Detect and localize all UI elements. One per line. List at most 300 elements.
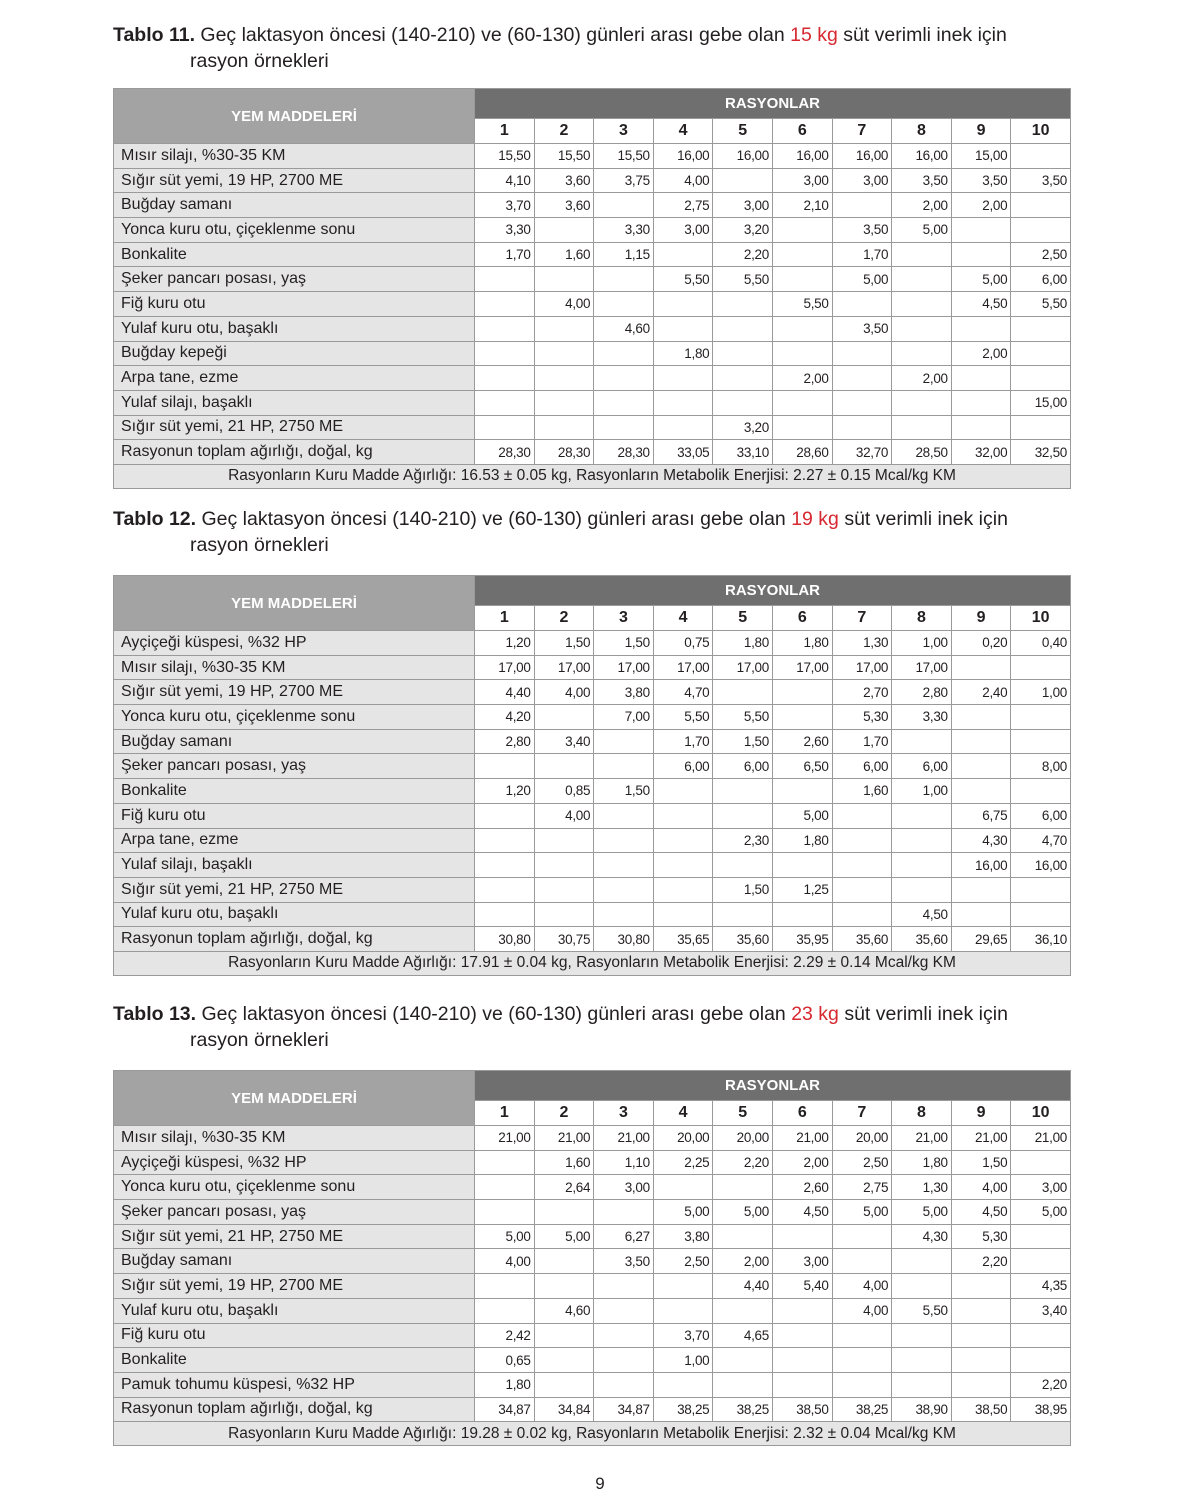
feed-name: Sığır süt yemi, 21 HP, 2750 ME <box>114 415 475 440</box>
feed-name: Rasyonun toplam ağırlığı, doğal, kg <box>114 927 475 952</box>
value-cell <box>475 292 535 317</box>
value-cell: 15,50 <box>534 144 594 169</box>
value-cell <box>1011 144 1071 169</box>
value-cell: 20,00 <box>832 1126 892 1151</box>
value-cell: 17,00 <box>832 655 892 680</box>
caption-text: Geç laktasyon öncesi (140-210) ve (60-130) günleri arası gebe olan <box>201 1003 786 1025</box>
value-cell: 2,70 <box>832 680 892 705</box>
feed-name: Yulaf kuru otu, başaklı <box>114 316 475 341</box>
value-cell <box>832 1372 892 1397</box>
table-row <box>114 144 1071 169</box>
value-cell: 5,40 <box>772 1274 832 1299</box>
value-cell <box>594 366 654 391</box>
value-cell: 4,65 <box>713 1323 773 1348</box>
value-cell: 32,50 <box>1011 440 1071 465</box>
value-cell: 3,20 <box>713 415 773 440</box>
value-cell <box>1011 218 1071 243</box>
value-cell: 2,00 <box>951 341 1011 366</box>
value-cell: 4,60 <box>534 1298 594 1323</box>
value-cell: 4,20 <box>475 705 535 730</box>
value-cell <box>653 366 713 391</box>
feed-header: YEM MADDELERİ <box>114 89 475 144</box>
feed-name: Mısır silajı, %30-35 KM <box>114 655 475 680</box>
value-cell: 34,87 <box>475 1397 535 1422</box>
value-cell <box>475 853 535 878</box>
value-cell: 5,00 <box>832 267 892 292</box>
table-row <box>114 631 1071 656</box>
value-cell <box>594 1200 654 1225</box>
feed-name: Ayçiçeği küspesi, %32 HP <box>114 1150 475 1175</box>
value-cell: 2,80 <box>892 680 952 705</box>
table-row <box>114 902 1071 927</box>
ration-number: 8 <box>892 119 952 144</box>
value-cell: 21,00 <box>475 1126 535 1151</box>
value-cell: 2,00 <box>892 193 952 218</box>
table-row <box>114 1200 1071 1225</box>
value-cell <box>534 902 594 927</box>
value-cell: 3,50 <box>951 168 1011 193</box>
value-cell <box>832 390 892 415</box>
value-cell <box>653 1298 713 1323</box>
value-cell: 2,75 <box>832 1175 892 1200</box>
value-cell <box>951 1372 1011 1397</box>
value-cell: 38,90 <box>892 1397 952 1422</box>
value-cell: 4,50 <box>951 1200 1011 1225</box>
value-cell <box>713 1372 773 1397</box>
value-cell: 33,05 <box>653 440 713 465</box>
value-cell: 4,30 <box>951 828 1011 853</box>
feed-name: Bonkalite <box>114 242 475 267</box>
value-cell <box>892 316 952 341</box>
value-cell <box>951 877 1011 902</box>
value-cell: 1,25 <box>772 877 832 902</box>
value-cell: 4,00 <box>475 1249 535 1274</box>
ration-number: 4 <box>653 606 713 631</box>
value-cell: 4,00 <box>832 1274 892 1299</box>
value-cell: 1,80 <box>772 631 832 656</box>
value-cell: 15,50 <box>475 144 535 169</box>
table-row <box>114 729 1071 754</box>
value-cell: 17,00 <box>534 655 594 680</box>
value-cell <box>951 316 1011 341</box>
feed-name: Sığır süt yemi, 19 HP, 2700 ME <box>114 1274 475 1299</box>
feed-name: Ayçiçeği küspesi, %32 HP <box>114 631 475 656</box>
value-cell: 1,50 <box>594 779 654 804</box>
value-cell <box>713 1298 773 1323</box>
value-cell: 1,50 <box>594 631 654 656</box>
value-cell <box>713 1224 773 1249</box>
value-cell <box>772 853 832 878</box>
value-cell <box>534 828 594 853</box>
value-cell <box>594 853 654 878</box>
table-row <box>114 341 1071 366</box>
table-row <box>114 193 1071 218</box>
value-cell: 3,75 <box>594 168 654 193</box>
value-cell: 2,00 <box>892 366 952 391</box>
value-cell: 1,15 <box>594 242 654 267</box>
ration-number: 6 <box>772 606 832 631</box>
value-cell: 2,50 <box>653 1249 713 1274</box>
table-row <box>114 1323 1071 1348</box>
value-cell: 4,70 <box>1011 828 1071 853</box>
table-caption <box>113 506 1071 558</box>
value-cell: 1,70 <box>832 242 892 267</box>
table-row <box>114 877 1071 902</box>
value-cell: 1,00 <box>892 779 952 804</box>
value-cell: 2,64 <box>534 1175 594 1200</box>
value-cell: 2,75 <box>653 193 713 218</box>
value-cell <box>892 341 952 366</box>
value-cell: 1,30 <box>832 631 892 656</box>
value-cell <box>475 828 535 853</box>
value-cell: 3,20 <box>713 218 773 243</box>
feed-name: Buğday samanı <box>114 729 475 754</box>
value-cell <box>594 902 654 927</box>
table-row <box>114 168 1071 193</box>
value-cell <box>892 1274 952 1299</box>
value-cell <box>1011 1348 1071 1373</box>
value-cell <box>832 341 892 366</box>
value-cell <box>534 705 594 730</box>
value-cell <box>772 779 832 804</box>
ration-number: 2 <box>534 1101 594 1126</box>
value-cell <box>772 341 832 366</box>
table-row <box>114 1348 1071 1373</box>
value-cell: 28,60 <box>772 440 832 465</box>
table-row <box>114 267 1071 292</box>
value-cell <box>534 1274 594 1299</box>
table-row <box>114 1126 1071 1151</box>
value-cell <box>832 877 892 902</box>
value-cell: 35,60 <box>892 927 952 952</box>
table-row <box>114 853 1071 878</box>
value-cell <box>594 1348 654 1373</box>
caption-line2: rasyon örnekleri <box>190 534 329 556</box>
value-cell <box>951 390 1011 415</box>
value-cell: 15,00 <box>951 144 1011 169</box>
value-cell: 17,00 <box>772 655 832 680</box>
feed-name: Arpa tane, ezme <box>114 828 475 853</box>
value-cell: 1,00 <box>892 631 952 656</box>
value-cell <box>534 1348 594 1373</box>
value-cell <box>534 316 594 341</box>
table-row <box>114 292 1071 317</box>
value-cell: 16,00 <box>713 144 773 169</box>
ration-number: 7 <box>832 119 892 144</box>
value-cell <box>1011 1224 1071 1249</box>
value-cell <box>892 1249 952 1274</box>
value-cell <box>475 877 535 902</box>
value-cell <box>772 390 832 415</box>
value-cell: 30,80 <box>594 927 654 952</box>
value-cell <box>832 1249 892 1274</box>
value-cell: 6,00 <box>713 754 773 779</box>
value-cell <box>772 1323 832 1348</box>
value-cell <box>713 366 773 391</box>
value-cell <box>772 1298 832 1323</box>
value-cell <box>475 415 535 440</box>
value-cell: 2,30 <box>713 828 773 853</box>
value-cell: 2,60 <box>772 729 832 754</box>
feed-name: Yonca kuru otu, çiçeklenme sonu <box>114 705 475 730</box>
value-cell <box>594 390 654 415</box>
value-cell: 4,10 <box>475 168 535 193</box>
rations-header: RASYONLAR <box>475 89 1071 119</box>
feed-name: Rasyonun toplam ağırlığı, doğal, kg <box>114 440 475 465</box>
table-footer-row <box>114 1422 1071 1446</box>
ration-number: 3 <box>594 606 654 631</box>
ration-number: 8 <box>892 606 952 631</box>
value-cell: 1,10 <box>594 1150 654 1175</box>
value-cell: 4,00 <box>832 1298 892 1323</box>
table-row <box>114 1372 1071 1397</box>
value-cell: 2,00 <box>951 193 1011 218</box>
value-cell <box>951 729 1011 754</box>
value-cell <box>534 1200 594 1225</box>
value-cell: 3,40 <box>534 729 594 754</box>
value-cell <box>594 341 654 366</box>
caption-highlight: 19 kg <box>791 508 839 530</box>
value-cell: 21,00 <box>594 1126 654 1151</box>
value-cell <box>475 902 535 927</box>
value-cell <box>892 242 952 267</box>
value-cell <box>832 902 892 927</box>
page-number: 9 <box>595 1474 605 1493</box>
ration-number: 1 <box>475 1101 535 1126</box>
ration-number: 5 <box>713 606 773 631</box>
value-cell <box>1011 415 1071 440</box>
ration-number: 2 <box>534 606 594 631</box>
value-cell: 2,42 <box>475 1323 535 1348</box>
value-cell: 4,50 <box>772 1200 832 1225</box>
value-cell <box>534 1372 594 1397</box>
value-cell <box>594 1274 654 1299</box>
value-cell: 2,50 <box>1011 242 1071 267</box>
value-cell: 1,70 <box>475 242 535 267</box>
ration-number: 1 <box>475 119 535 144</box>
table-row <box>114 415 1071 440</box>
value-cell: 0,65 <box>475 1348 535 1373</box>
value-cell: 2,10 <box>772 193 832 218</box>
value-cell <box>892 877 952 902</box>
feed-name: Rasyonun toplam ağırlığı, doğal, kg <box>114 1397 475 1422</box>
value-cell: 4,00 <box>534 292 594 317</box>
value-cell: 3,00 <box>1011 1175 1071 1200</box>
value-cell: 3,70 <box>653 1323 713 1348</box>
value-cell: 5,00 <box>713 1200 773 1225</box>
value-cell: 3,50 <box>1011 168 1071 193</box>
value-cell: 3,30 <box>475 218 535 243</box>
value-cell: 16,00 <box>772 144 832 169</box>
value-cell <box>892 1372 952 1397</box>
value-cell <box>534 415 594 440</box>
value-cell: 36,10 <box>1011 927 1071 952</box>
value-cell <box>832 415 892 440</box>
value-cell: 6,00 <box>1011 267 1071 292</box>
value-cell: 2,40 <box>951 680 1011 705</box>
ration-number: 3 <box>594 119 654 144</box>
value-cell: 1,00 <box>653 1348 713 1373</box>
value-cell: 35,65 <box>653 927 713 952</box>
value-cell: 2,00 <box>772 366 832 391</box>
value-cell: 4,00 <box>534 680 594 705</box>
value-cell: 28,30 <box>534 440 594 465</box>
value-cell: 30,75 <box>534 927 594 952</box>
ration-number: 10 <box>1011 119 1071 144</box>
value-cell <box>772 1224 832 1249</box>
value-cell: 1,70 <box>653 729 713 754</box>
value-cell: 3,00 <box>594 1175 654 1200</box>
value-cell: 6,27 <box>594 1224 654 1249</box>
caption-text: süt verimli inek için <box>843 24 1007 46</box>
value-cell <box>653 1175 713 1200</box>
table-row <box>114 1150 1071 1175</box>
value-cell: 28,30 <box>475 440 535 465</box>
value-cell: 1,70 <box>832 729 892 754</box>
value-cell: 5,50 <box>713 267 773 292</box>
value-cell: 5,00 <box>653 1200 713 1225</box>
value-cell: 35,95 <box>772 927 832 952</box>
value-cell: 6,00 <box>832 754 892 779</box>
value-cell <box>653 242 713 267</box>
value-cell: 16,00 <box>832 144 892 169</box>
table-label: Tablo 12. <box>113 508 197 530</box>
table-row <box>114 1224 1071 1249</box>
value-cell: 1,80 <box>772 828 832 853</box>
value-cell <box>832 1323 892 1348</box>
value-cell: 4,60 <box>594 316 654 341</box>
value-cell: 3,00 <box>772 168 832 193</box>
value-cell: 34,84 <box>534 1397 594 1422</box>
value-cell <box>892 390 952 415</box>
value-cell <box>713 680 773 705</box>
value-cell <box>832 1224 892 1249</box>
value-cell: 16,00 <box>951 853 1011 878</box>
feed-name: Sığır süt yemi, 19 HP, 2700 ME <box>114 680 475 705</box>
ration-table <box>113 88 1071 489</box>
value-cell: 3,50 <box>594 1249 654 1274</box>
value-cell <box>772 902 832 927</box>
value-cell <box>951 415 1011 440</box>
value-cell <box>475 1175 535 1200</box>
caption-text: süt verimli inek için <box>844 508 1008 530</box>
value-cell <box>534 853 594 878</box>
value-cell <box>1011 193 1071 218</box>
value-cell: 5,00 <box>772 803 832 828</box>
value-cell <box>594 877 654 902</box>
table-caption <box>113 22 1071 74</box>
value-cell: 1,80 <box>892 1150 952 1175</box>
value-cell <box>534 754 594 779</box>
value-cell <box>832 366 892 391</box>
value-cell <box>951 1274 1011 1299</box>
value-cell: 4,30 <box>892 1224 952 1249</box>
feed-header: YEM MADDELERİ <box>114 1071 475 1126</box>
caption-line2: rasyon örnekleri <box>190 50 329 72</box>
value-cell <box>713 292 773 317</box>
value-cell: 21,00 <box>1011 1126 1071 1151</box>
ration-table <box>113 575 1071 976</box>
feed-name: Yulaf silajı, başaklı <box>114 390 475 415</box>
value-cell <box>772 316 832 341</box>
table-row <box>114 242 1071 267</box>
value-cell: 5,50 <box>653 705 713 730</box>
value-cell: 3,50 <box>832 316 892 341</box>
ration-number: 7 <box>832 606 892 631</box>
value-cell: 17,00 <box>892 655 952 680</box>
value-cell <box>653 877 713 902</box>
value-cell: 4,00 <box>534 803 594 828</box>
feed-name: Buğday kepeği <box>114 341 475 366</box>
feed-name: Şeker pancarı posası, yaş <box>114 267 475 292</box>
value-cell: 17,00 <box>653 655 713 680</box>
value-cell: 21,00 <box>534 1126 594 1151</box>
ration-number: 4 <box>653 1101 713 1126</box>
value-cell <box>653 292 713 317</box>
value-cell <box>892 292 952 317</box>
feed-name: Sığır süt yemi, 19 HP, 2700 ME <box>114 168 475 193</box>
value-cell: 0,40 <box>1011 631 1071 656</box>
ration-number: 6 <box>772 119 832 144</box>
value-cell: 5,00 <box>832 1200 892 1225</box>
value-cell <box>892 1323 952 1348</box>
table-row <box>114 828 1071 853</box>
value-cell: 35,60 <box>832 927 892 952</box>
value-cell: 3,00 <box>772 1249 832 1274</box>
table-caption <box>113 1001 1071 1053</box>
table-footer-row <box>114 464 1071 488</box>
value-cell: 5,00 <box>475 1224 535 1249</box>
feed-name: Yonca kuru otu, çiçeklenme sonu <box>114 1175 475 1200</box>
value-cell <box>534 341 594 366</box>
ration-number: 1 <box>475 606 535 631</box>
value-cell: 3,80 <box>594 680 654 705</box>
value-cell: 2,20 <box>951 1249 1011 1274</box>
feed-name: Mısır silajı, %30-35 KM <box>114 144 475 169</box>
value-cell: 1,50 <box>534 631 594 656</box>
ration-number: 4 <box>653 119 713 144</box>
table-row <box>114 680 1071 705</box>
value-cell <box>832 853 892 878</box>
ration-number: 3 <box>594 1101 654 1126</box>
value-cell: 1,80 <box>653 341 713 366</box>
table-row <box>114 779 1071 804</box>
value-cell <box>653 390 713 415</box>
value-cell: 5,00 <box>1011 1200 1071 1225</box>
feed-header: YEM MADDELERİ <box>114 576 475 631</box>
value-cell: 0,85 <box>534 779 594 804</box>
value-cell: 1,80 <box>475 1372 535 1397</box>
value-cell <box>1011 655 1071 680</box>
value-cell <box>534 267 594 292</box>
value-cell <box>1011 1249 1071 1274</box>
value-cell <box>951 242 1011 267</box>
table-row <box>114 316 1071 341</box>
feed-name: Buğday samanı <box>114 1249 475 1274</box>
value-cell <box>475 803 535 828</box>
table-label: Tablo 11. <box>113 24 195 46</box>
value-cell: 5,00 <box>951 267 1011 292</box>
value-cell <box>951 1323 1011 1348</box>
value-cell <box>475 390 535 415</box>
ration-number: 10 <box>1011 606 1071 631</box>
value-cell: 0,20 <box>951 631 1011 656</box>
value-cell: 3,30 <box>594 218 654 243</box>
value-cell: 1,50 <box>713 729 773 754</box>
value-cell: 5,50 <box>713 705 773 730</box>
value-cell <box>951 705 1011 730</box>
value-cell <box>594 1323 654 1348</box>
